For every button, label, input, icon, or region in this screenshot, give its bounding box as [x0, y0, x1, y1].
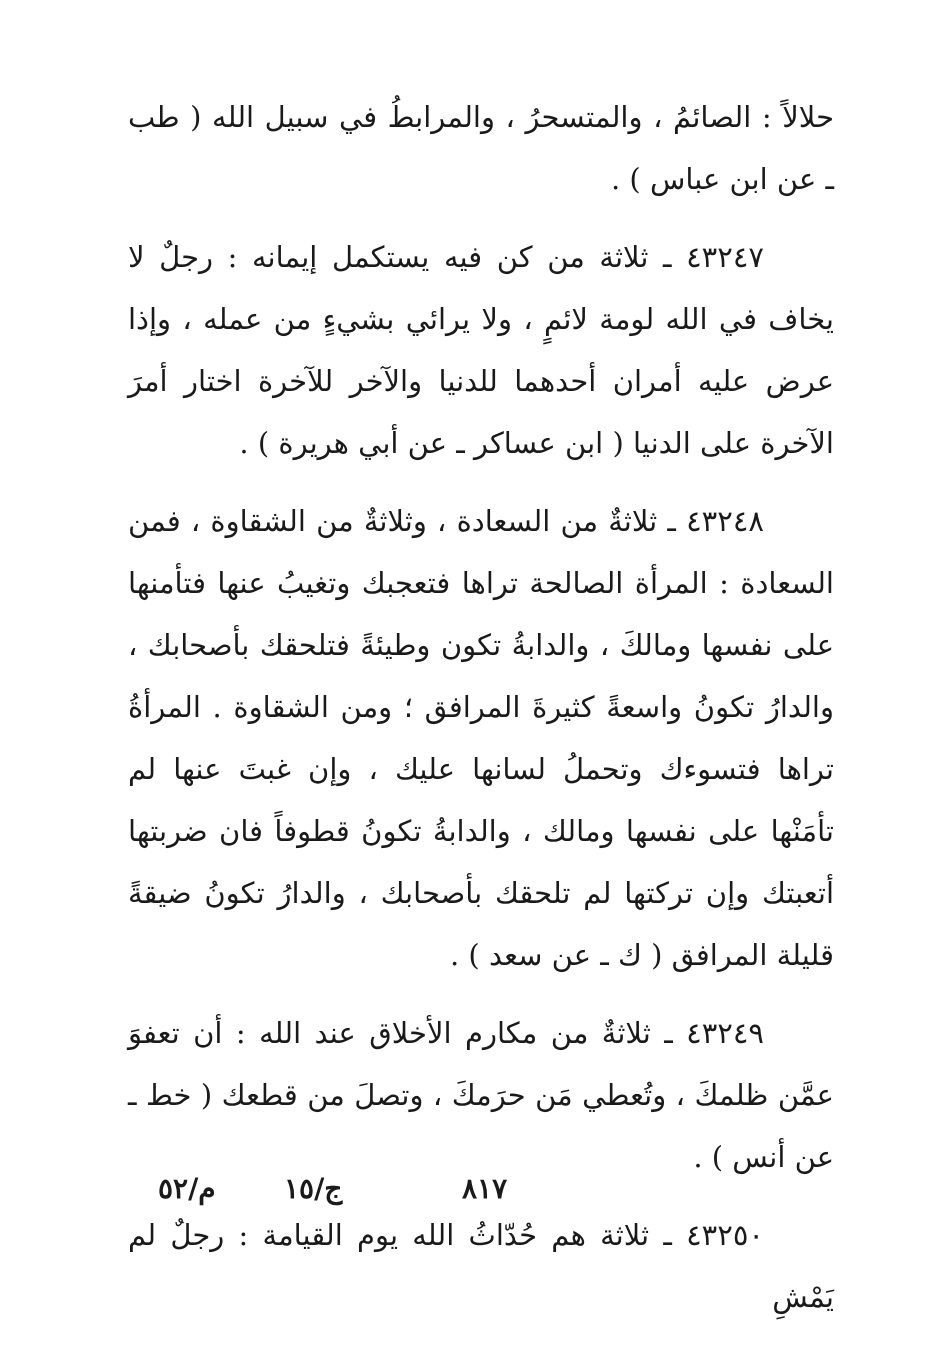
page-number: ٨١٧ — [462, 1172, 508, 1205]
volume-label: ج/١٥ — [284, 1172, 343, 1205]
hadith-43249: ٤٣٢٤٩ ـ ثلاثةٌ من مكارم الأخلاق عند الله : أن تعفوَ عمَّن ظلمكَ ، وتُعطي مَن حرَمكَ ، وتصلَ من قطعك ( خط ـ عن أنس ) . — [128, 1016, 834, 1174]
hadith-43248: ٤٣٢٤٨ ـ ثلاثةٌ من السعادة ، وثلاثةٌ من الشقاوة ، فمن السعادة : المرأة الصالحة تراها فتعجبك وتغيبُ عنها فتأمنها على نفسها ومالكَ ، والدابةُ تكون وطيئةً فتلحقك بأصحابك ، والدارُ تكونُ واسعةً كثيرةَ المرافق ؛ ومن الشقاوة . المرأةُ تراها فتسوءك وتحملُ لسانها عليك ، وإن غبتَ عنها لم تأمَنْها على نفسها ومالك ، والدابةُ تكونُ قطوفاً فان ضربتها أتعبتك وإن تركتها لم تلحقك بأصحابك ، والدارُ تكونُ ضيقةً قليلة المرافق ( ك ـ عن سعد ) . — [128, 504, 834, 972]
hadith-43247: ٤٣٢٤٧ ـ ثلاثة من كن فيه يستكمل إيمانه : رجلٌ لا يخاف في الله لومة لائمٍ ، ولا يرائي بشيءٍ من عمله ، وإذا عرض عليه أمران أحدهما للدنيا والآخر للآخرة اختار أمرَ الآخرة على الدنيا ( ابن عساكر ـ عن أبي هريرة ) . — [128, 240, 834, 460]
paragraph-continuation: حلالاً : الصائمُ ، والمتسحرُ ، والمرابطُ في سبيل الله ( طب ـ عن ابن عباس ) . — [128, 100, 834, 196]
body-text — [128, 86, 834, 1344]
signature-mark: م/٥٢ — [158, 1172, 216, 1205]
page-footer — [0, 1172, 930, 1212]
hadith-43250: ٤٣٢٥٠ ـ ثلاثة هم حُدّاثُ الله يوم القيامة : رجلٌ لم يَمْشِ — [128, 1218, 834, 1314]
